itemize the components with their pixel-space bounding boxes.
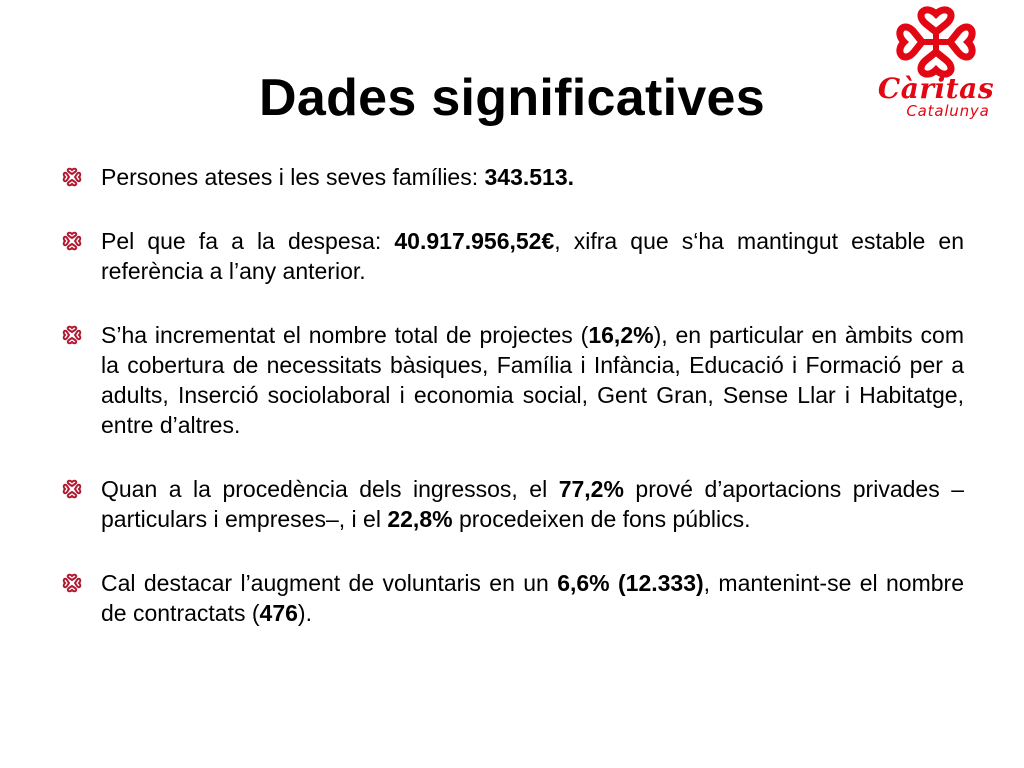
- bullet-highlight: 77,2%: [558, 476, 624, 502]
- logo-name: Càritas: [877, 72, 995, 105]
- bullet-text: Cal destacar l’augment de voluntaris en un: [101, 570, 558, 596]
- bullet-text: , xifra que s‘ha mantingut estable en referència a l’any anterior.: [101, 228, 964, 284]
- cross-bullet-icon: [62, 231, 82, 251]
- bullet-list: [58, 162, 964, 662]
- cross-bullet-icon: [62, 325, 82, 345]
- bullet-highlight: 40.917.956,52€: [394, 228, 555, 254]
- cross-bullet-icon: [62, 479, 82, 499]
- bullet-text: ).: [297, 600, 312, 626]
- bullet-text: S’ha incrementat el nombre total de projectes (: [101, 322, 589, 348]
- bullet-item: [58, 474, 964, 534]
- bullet-item: [58, 568, 964, 628]
- bullet-highlight: 343.513.: [484, 164, 575, 190]
- bullet-text: Pel que fa a la despesa:: [101, 228, 395, 254]
- cross-bullet-icon: [62, 573, 82, 593]
- bullet-text: ), en particular en àmbits com la cobertura de necessitats bàsiques, Família i Infància, Educació i Formació per a adults, Inserció sociolaboral i economia social, Gent Gran, Sense Llar i Habitatge, entre d’altres.: [101, 322, 965, 438]
- bullet-highlight: 22,8%: [387, 506, 453, 532]
- slide-title: Dades significatives: [259, 69, 765, 127]
- bullet-text: prové d’aportacions privades –particulars i empreses–, i el: [101, 476, 964, 532]
- bullet-highlight: 6,6% (12.333): [557, 570, 704, 596]
- bullet-item: [58, 320, 964, 440]
- cross-bullet-icon: [62, 167, 82, 187]
- bullet-text: , mantenint-se el nombre de contractats (: [101, 570, 965, 626]
- bullet-text: Quan a la procedència dels ingressos, el: [101, 476, 559, 502]
- bullet-item: [58, 162, 964, 192]
- bullet-item: [58, 226, 964, 286]
- bullet-text: Persones ateses i les seves famílies:: [101, 164, 485, 190]
- bullet-text: procedeixen de fons públics.: [452, 506, 751, 532]
- bullet-highlight: 476: [259, 600, 298, 626]
- logo-subtitle: Catalunya: [906, 102, 990, 120]
- bullet-highlight: 16,2%: [588, 322, 654, 348]
